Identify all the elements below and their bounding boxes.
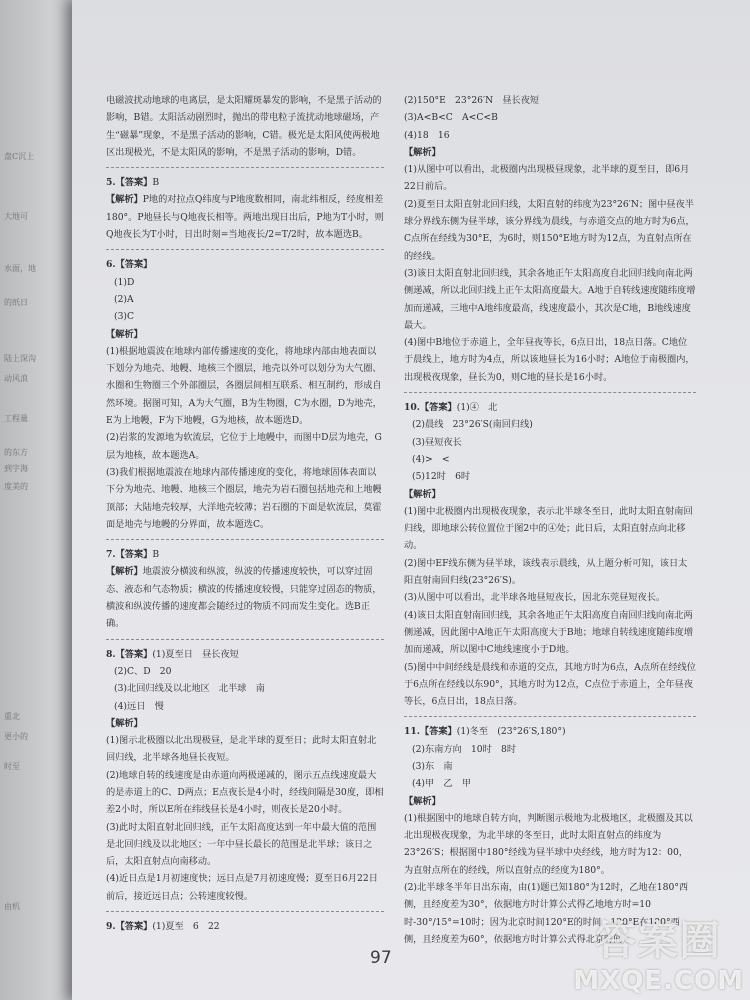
answer-line: (3)A<B<C A<C<B [404,112,498,124]
jiexi-text: (3)从图中可以看出，北半球各地昼短夜长，因北东莞昼短夜长。 [404,592,666,604]
answer-label: 【答案】 [115,648,153,660]
dashed-divider [106,167,384,168]
answer-line: (4)甲 乙 甲 [412,778,471,790]
left-column [106,92,384,935]
answer-label: 【答案】 [115,259,153,271]
answer-label: 【答案】 [419,726,457,738]
answer-line: (2)A [114,293,134,305]
jiexi-text: (3)此时太阳直射北回归线，正午太阳高度达到一年中最大值的范围是北回归线及以北地区；一年中昼长最长的范围是北半球；该日之后，太阳直射点向南移动。 [106,821,377,868]
question-6 [106,256,384,533]
question-10 [404,399,696,710]
underpage-text: 时至 [4,762,20,771]
answer-line: (3)东 南 [412,760,453,772]
answer-text: B [152,549,160,561]
continued-explanation [106,92,384,161]
question-number: 10. [404,402,420,414]
underpage-text: 陆上深沟 [4,354,36,363]
watermark-brand: 答案圈 [595,918,722,964]
continued-text: 电磁波扰动地球的电离层，是太阳耀斑暴发的影响，不是黑子活动的影响，B错。太阳活动剧烈时，抛出的带电粒子流扰动地球磁场，产生“磁暴”现象，不是黑子活动的影响，C错。极光是太阳风使两极地区出现极光，不是太阳风的影响，不是黑子活动的影响，D错。 [106,95,382,158]
jiexi-text: (1)根据图中的地球自转方向，判断图示极地为北极地区，北极圈及其以北出现极夜现象，为北半球的冬至日，此时太阳直射点的纬度为23°26′S；根据图中180°经线为昼半球中央经线，地方时为12：00，为直射点所在的经线，所以直射点的经度为180°。 [404,812,693,876]
jiexi-label: 【解析】 [106,194,143,206]
underpage-text: 大地可 [4,212,28,221]
question-number: 9. [106,921,116,933]
underpage-text: 重北 [4,712,20,721]
jiexi-text: (4)该日太阳直射南回归线，其余各地正午太阳高度自南回归线向南北两侧递减，因此图中A地正午太阳高度大于B地；地球自转线速度随纬度增加而递减，所以图中C地线速度小于D地。 [404,609,694,656]
question-9-start [106,918,384,935]
answer-line: (2)C、D 20 [114,665,172,677]
answer-line: (1)夏至 6 22 [152,921,220,933]
watermark-logo [573,909,744,996]
jiexi-label: 【解析】 [404,488,441,500]
jiexi-text: (2)图中EF线东侧为昼半球，该线表示晨线，从上题分析可知，该日太阳直射南回归线(23°26′S)。 [404,557,688,587]
answer-label: 【答案】 [419,402,457,414]
answer-line: (1)④ 北 [456,402,498,414]
dashed-divider [106,249,384,250]
answer-line: (1)冬至 (23°26′S,180°) [456,726,566,738]
answer-label: 【答案】 [115,549,153,561]
watermark-url: MXQE.COM [573,966,744,996]
answer-line: (3)昼短夜长 [412,436,462,448]
underpage-text: 水面，地 [4,264,36,273]
question-9-continued [404,92,696,386]
jiexi-label: 【解析】 [106,566,143,578]
question-number: 5. [106,177,116,189]
underpage-text: 更小的 [4,732,28,741]
jiexi-text: (2)夏至日太阳直射北回归线，太阳直射的纬度为23°26′N；图中昼夜半球分界线东侧为昼半球，该分界线为晨线，与赤道交点的地方时为6点，C点所在经线为30°E，为6时，则150°E地方时为12点，为直射点所在的经线。 [404,198,695,262]
answer-line: (2)150°E 23°26′N 昼长夜短 [404,95,540,106]
jiexi-text: P地的对拉点Q纬度与P地度数相同，南北纬相反，经度相差180°。P地昼长与Q地夜长相等。两地出现日出后，P地为T小时，则Q地夜长为T小时，日出时刻=当地夜长/2=T/2时，故本题选B。 [106,194,384,241]
underpage-text: 盘C沉上 [4,152,35,161]
jiexi-text: (5)图中中间经线是晨线和赤道的交点，其地方时为6点，A点所在经线位于6点所在经线以东90°，其地方时为12点，C点位于赤道上，全年昼夜等长，6点日出，18点日落。 [404,661,696,708]
answer-label: 【答案】 [115,921,153,933]
underpage-text: 到字海 [4,464,28,473]
jiexi-label: 【解析】 [404,146,441,158]
dashed-divider [106,911,384,912]
answer-line: (2)东南方向 10时 8时 [412,743,517,755]
dashed-divider [404,392,696,393]
jiexi-text: (2)北半球冬半年日出东南，由(1)题已知180°为12时，乙地在180°西侧，且经度差为30°，依据地方时计算公式得乙地地方时=10时-30°/15°=10时；因为北京时间120°E的时间，120°E在180°西侧，且经度差为60°，依据地方时计算公式得北京时间= [404,882,689,945]
jiexi-text: (3)我们根据地震波在地球内部传播速度的变化，将地球固体表面以下分为地壳、地幔、地核三个圈层，地壳为岩石圈包括地壳和上地幔顶部；大陆地壳较厚，大洋地壳较薄；岩石圈的下面是软流层，莫霍面是地壳与地幔的分界面，故本题选C。 [106,466,382,530]
dashed-divider [106,539,384,540]
right-column [404,92,696,948]
dashed-divider [404,716,696,717]
question-number: 6. [106,259,116,271]
answer-line: (2)晨线 23°26′S(南回归线) [412,419,533,431]
question-number: 7. [106,549,116,561]
answer-line: (1)D [114,276,135,288]
jiexi-text: (1)从图中可以看出，北极圈内出现极昼现象，北半球的夏至日，即6月22日前后。 [404,164,690,193]
answer-line: (3)C [114,311,135,323]
underpage-text: 的东方 [4,448,28,457]
question-number: 8. [106,648,116,660]
answer-page [72,0,750,1000]
jiexi-text: (1)图示北极圈以北出现极昼，是北半球的夏至日；此时太阳直射北回归线，北半球各地昼长夜短。 [106,735,377,764]
question-7 [106,546,384,632]
jiexi-text: (3)该日太阳直射北回归线，其余各地正午太阳高度自北回归线向南北两侧递减，所以北回归线上正午太阳高度最大。A地于自转线速度随纬度增加而递减，三地中A地纬度最高，线速度最小，其次是C地，B地线速度最大。 [404,267,696,331]
underpage-text: 的纸日 [4,298,28,307]
underpage-text: 工程量 [4,414,28,423]
jiexi-text: (1)图中北极圈内出现极夜现象，表示北半球冬至日，此时太阳直射南回归线，即地球公转位置位于图2中的④处；此日后，太阳直射点向北移动。 [404,505,693,552]
answer-line: (4)18 16 [404,129,450,141]
underpage-text: 动风浪 [4,374,28,383]
answer-line: (3)北回归线及以北地区 北半球 南 [114,683,265,695]
answer-line: (4)> < [412,453,450,465]
underpage-text: 由机 [4,902,20,911]
jiexi-text: 地震波分横波和纵波，纵波的传播速度较快，可以穿过固态、液态和气态物质；横波的传播速度较慢，只能穿过固态的物质，横波和纵波传播的速度都会随经过的物质不同而发生变化。选B正确。 [106,566,382,630]
answer-line: (4)远日 慢 [114,700,164,712]
question-5 [106,174,384,243]
question-number: 11. [404,726,420,738]
underpage-text: 度美的 [4,482,28,491]
answer-label: 【答案】 [115,177,153,189]
dashed-divider [106,639,384,640]
jiexi-text: (2)岩浆的发源地为软流层，它位于上地幔中，而图中D层为地壳，G层为地核，故本题选A。 [106,432,382,461]
jiexi-text: (1)根据地震波在地球内部传播速度的变化，将地球内部由地表面以下划分为地壳、地幔、地核三个圈层，地壳以外可以划分为大气圈、水圈和生物圈三个外部圈层，各圈层间相互联系、相互制约，形成自然环境。据图可知，A为大气圈，B为生物圈，C为水圈，D为地壳，E为上地幔，F为下地幔，G为地核，故本题选D。 [106,345,382,427]
answer-text: B [152,177,160,189]
jiexi-label: 【解析】 [106,717,143,729]
jiexi-text: (4)近日点是1月初速度快；远日点是7月初速度慢；夏至日6月22日前后，接近远日点；公转速度较慢。 [106,873,378,902]
jiexi-label: 【解析】 [404,795,441,807]
jiexi-label: 【解析】 [106,328,143,340]
answer-line: (1)夏至日 昼长夜短 [152,648,239,660]
answer-line: (5)12时 6时 [412,471,471,483]
jiexi-text: (2)地球自转的线速度是由赤道向两极递减的，图示五点线速度最大的是赤道上的C、D两点；E点夜长是4小时，经线间隔是30度，即相差2小时，所以E所在纬线昼长是4小时，则夜长是20小时。 [106,769,384,816]
question-8 [106,646,384,905]
jiexi-text: (4)图中B地位于赤道上，全年昼夜等长，6点日出，18点日落。C地位于晨线上，地方时为4点，所以该地昼长为16小时；A地位于南极圈内，出现极夜现象，昼长为0，则C地的昼长是16小时。 [404,337,695,383]
page-number: 97 [370,948,392,968]
